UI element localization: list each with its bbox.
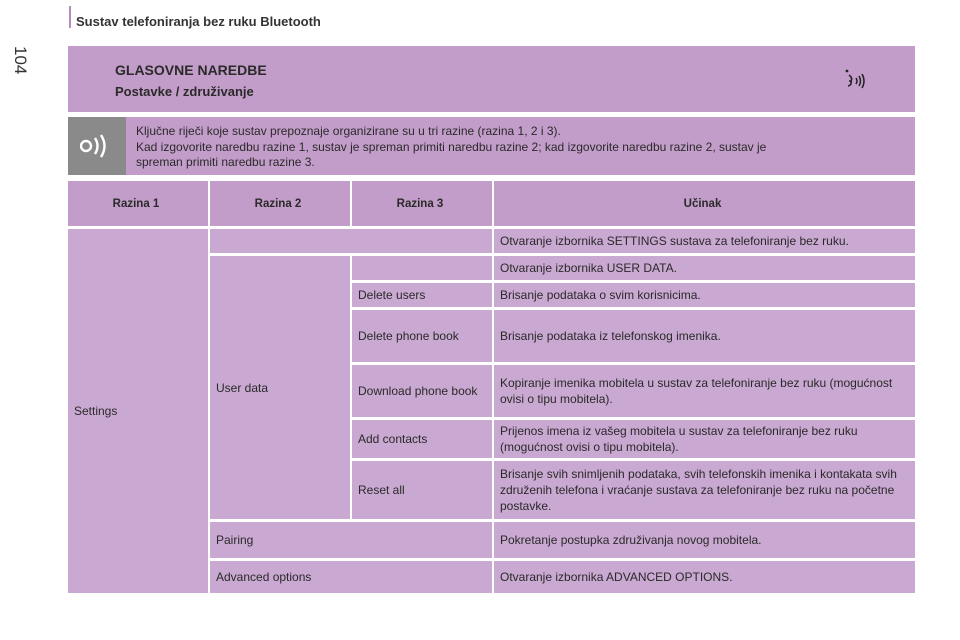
table-cell-effect: Prijenos imena iz vašeg mobitela u sustav za telefoniranje bez ruku (mogućnost ovisi o tipu mobitela). [494, 420, 915, 458]
table-cell-advanced-options: Advanced options [210, 561, 492, 593]
table-cell-effect: Otvaranje izbornika ADVANCED OPTIONS. [494, 561, 915, 593]
table-header-effect: Učinak [494, 181, 915, 226]
table-cell-delete-users: Delete users [352, 283, 492, 307]
table-cell-settings: Settings [68, 229, 208, 593]
section-title-box [68, 46, 915, 112]
table-cell-empty [352, 256, 492, 280]
info-box [68, 117, 915, 175]
table-cell-effect: Otvaranje izbornika USER DATA. [494, 256, 915, 280]
info-line: Kad izgovorite naredbu razine 1, sustav je spreman primiti naredbu razine 2; kad izgovorite naredbu razine 2, sustav je [136, 139, 767, 154]
table-cell-download-phone-book: Download phone book [352, 365, 492, 417]
table-cell-effect: Brisanje podataka o svim korisnicima. [494, 283, 915, 307]
section-title: GLASOVNE NAREDBE [115, 62, 267, 78]
table-header-level1: Razina 1 [68, 181, 208, 226]
page-number: 104 [11, 46, 30, 75]
info-line: spreman primiti naredbu razine 3. [136, 155, 315, 169]
table-cell-effect: Brisanje svih snimljenih podataka, svih telefonskih imenika i kontakata svih združenih telefona i vraćanje sustava za telefoniranje bez ruku na početne postavke. [494, 461, 915, 519]
info-text [136, 124, 906, 171]
info-icon-box [68, 117, 126, 175]
commands-table [68, 181, 915, 593]
table-header-level2: Razina 2 [210, 181, 350, 226]
header-title: Sustav telefoniranja bez ruku Bluetooth [76, 14, 321, 29]
info-line: Ključne riječi koje sustav prepoznaje organizirane su u tri razine (razina 1, 2 i 3). [136, 124, 561, 138]
header-accent-bar [69, 6, 71, 28]
table-header-level3: Razina 3 [352, 181, 492, 226]
table-cell-reset-all: Reset all [352, 461, 492, 519]
table-cell-pairing: Pairing [210, 522, 492, 558]
table-cell-user-data: User data [210, 256, 350, 519]
section-subtitle: Postavke / združivanje [115, 84, 254, 99]
table-cell-effect: Kopiranje imenika mobitela u sustav za telefoniranje bez ruku (mogućnost ovisi o tipu mobitela). [494, 365, 915, 417]
table-cell-effect: Pokretanje postupka združivanja novog mobitela. [494, 522, 915, 558]
table-cell-effect: Brisanje podataka iz telefonskog imenika. [494, 310, 915, 362]
table-cell-effect: Otvaranje izbornika SETTINGS sustava za telefoniranje bez ruku. [494, 229, 915, 253]
voice-command-icon [843, 66, 871, 94]
sound-icon [80, 133, 114, 159]
table-cell-add-contacts: Add contacts [352, 420, 492, 458]
table-cell-delete-phone-book: Delete phone book [352, 310, 492, 362]
table-cell-empty [210, 229, 492, 253]
